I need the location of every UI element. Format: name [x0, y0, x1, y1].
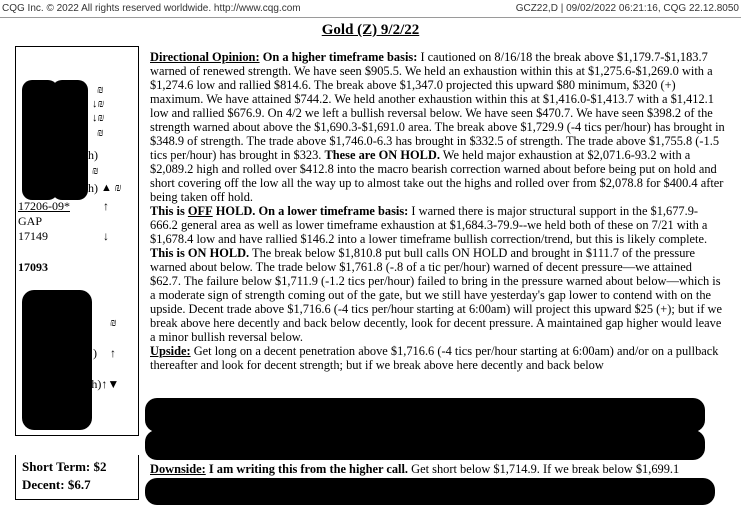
redaction-block	[145, 398, 705, 432]
redaction-block	[52, 80, 88, 200]
paragraph-text: Get short below $1,714.9. If we break below $1,699.1	[411, 462, 680, 476]
up-arrow-icon: ↑	[110, 346, 116, 360]
level-marker-icon: ₪	[97, 127, 104, 139]
upside-label: Upside:	[150, 344, 191, 358]
downside-label: Downside:	[150, 462, 206, 476]
lower-timeframe-paragraph	[150, 204, 725, 344]
level-value-bold: 17093	[18, 260, 48, 274]
commentary-body	[150, 50, 725, 372]
status-text: This is	[150, 204, 185, 218]
level-marker-icon: ₪	[92, 165, 99, 177]
off-text: OFF	[187, 204, 213, 218]
level-value: 17206-09*	[18, 199, 70, 213]
redaction-block	[145, 478, 715, 505]
up-arrow-icon: ↑	[103, 199, 109, 213]
paragraph-text: I cautioned on 8/16/18 the break above $1,179.7-$1,183.7 warned of renewed strength. We have seen $905.5. We held an exhaustion within this at $1,275.6-$1,269.0 with a $1,274.6 low and rallied $814.6. The break above $1,347.0 projected this upward $80 minimum, $320 (+) maximum. We have attained $744.2. We held another exhaustion within this at $1,416.0-$1,413.7 with a $1,412.1 low and rallied $676.9. On 4/2 we left a bullish reversal below. We have seen $470.7. We have seen $398.2 of the strength warned about above the $1,690.3-$1,691.0 area. The break above $1,729.9 (-4 tics per/hour) has brought in $348.9 of strength. The trade above $1,746.0-6.3 has brought in $332.5 of strength. The trade above $1,755.8 (-1.5 tics per/hour) has brought in $323.	[150, 50, 725, 162]
copyright-text: CQG Inc. © 2022 All rights reserved worldwide. http://www.cqg.com	[2, 3, 301, 14]
chart-header-bar	[0, 0, 741, 18]
higher-timeframe-label: On a higher timeframe basis:	[262, 50, 418, 64]
level-marker-icon: ₪	[110, 317, 117, 329]
on-hold-text: This is ON HOLD.	[150, 246, 250, 260]
page-title: Gold (Z) 9/2/22	[321, 22, 420, 38]
chart-info-text: GCZ22,D | 09/02/2022 06:21:16, CQG 22.12.8050	[515, 3, 739, 14]
level-marker-icon: ↓₪	[92, 98, 105, 110]
down-arrow-icon: ↓	[103, 229, 109, 243]
downside-section	[150, 462, 725, 476]
redaction-block	[22, 290, 92, 430]
paragraph-text: I warned there is major structural support in the $1,677.9-666.2 general area as well as lower timeframe exhaustion at $1,684.3-79.9--we held both of these on 7/21 with a $1,678.4 low and have rallied $146.2 into a lower timeframe bullish correction/trend, but this is likely complete.	[150, 204, 708, 246]
level-value: 17149	[18, 229, 48, 243]
higher-call-text: I am writing this from the higher call.	[208, 462, 409, 476]
on-hold-text: These are ON HOLD.	[324, 148, 440, 162]
short-term-label: Short Term: $2	[22, 459, 107, 474]
level-marker-icon: ▲ ₪	[101, 182, 122, 194]
downside-paragraph	[150, 462, 725, 476]
paragraph-text: Get long on a decent penetration above $1,716.6 (-4 tics per/hour starting at 6:00am) and/or on a pullback thereafter and look for decent strength; but if we break above here decently and back below	[150, 344, 719, 372]
level-fragment: h)	[88, 148, 98, 162]
level-fragment: h)	[88, 181, 98, 195]
redaction-block	[145, 430, 705, 460]
decent-label: Decent: $6.7	[22, 477, 91, 492]
term-panel	[15, 455, 139, 500]
upside-paragraph	[150, 344, 725, 372]
paragraph-text: We held major exhaustion at $2,071.6-93.2 with a $2,089.2 high and rolled over $412.8 into the macro bearish correction warned about before being put on hold and short covering off the low all the way up to almost take out the highs and rolled over from $2,078.8 for $400.4 after being taken off hold.	[150, 148, 724, 204]
level-marker-icon: ↓₪	[92, 112, 105, 124]
paragraph-text: The break below $1,810.8 put bull calls ON HOLD and brought in $111.7 of the pressure warned about below. The trade below $1,761.8 (-.8 of a tic per/hour) warned of decent pressure—we attained $62.7. The failure below $1,711.9 (-1.2 tics per/hour) failed to bring in the pressure warned about below—which is a moderate sign of strength coming out of the gate, but we still have yesterday's gap lower to contend with on the upside. Decent trade above $1,716.6 (-4 tics per/hour starting at 6:00am) will project this upward $25 (+); but if we break above here decently and back below decently, look for decent pressure. A maintained gap higher would leave a minor bullish reversal below.	[150, 246, 722, 344]
level-fragment: )	[93, 346, 97, 360]
level-marker-icon: ₪	[97, 84, 104, 96]
gap-label: GAP	[18, 214, 43, 228]
directional-opinion-label: Directional Opinion:	[150, 50, 260, 64]
level-fragment: /h)↑▼	[88, 377, 120, 391]
lower-timeframe-label: HOLD. On a lower timeframe basis:	[215, 204, 409, 218]
directional-opinion-paragraph	[150, 50, 725, 204]
